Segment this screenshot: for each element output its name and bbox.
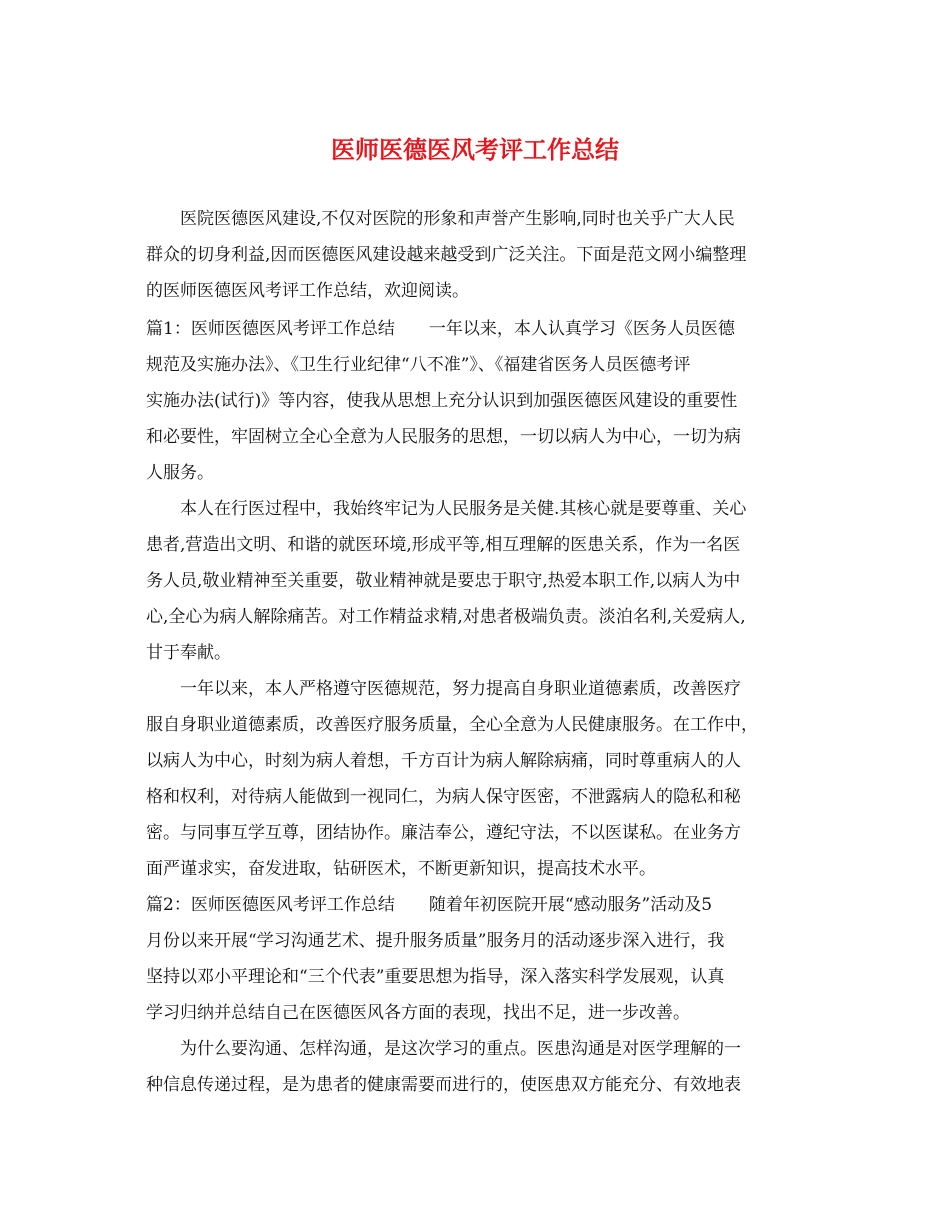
body-line: 以病人为中心，时刻为病人着想，千方百计为病人解除病痛，同时尊重病人的人 [146, 751, 741, 771]
body-line: 本人在行医过程中，我始终牢记为人民服务是关健.其核心就是要尊重、关心 [146, 499, 747, 519]
body-line: 医院医德医风建设,不仅对医院的形象和声誉产生影响,同时也关乎广大人民 [146, 209, 735, 229]
body-line: 篇2：医师医德医风考评工作总结 随着年初医院开展“感动服务”活动及5 [146, 895, 713, 915]
body-line: 患者,营造出文明、和谐的就医环境,形成平等,相互理解的医患关系，作为一名医 [146, 535, 741, 555]
body-line: 服自身职业道德素质，改善医疗服务质量，全心全意为人民健康服务。在工作中， [146, 715, 758, 735]
body-line: 务人员,敬业精神至关重要，敬业精神就是要忠于职守,热爱本职工作,以病人为中 [146, 571, 741, 591]
body-line: 坚持以邓小平理论和“三个代表”重要思想为指导，深入落实科学发展观，认真 [146, 967, 725, 987]
body-line: 为什么要沟通、怎样沟通，是这次学习的重点。医患沟通是对医学理解的一 [146, 1039, 741, 1059]
body-line: 心,全心为病人解除痛苦。对工作精益求精,对患者极端负责。淡泊名利,关爱病人, [146, 607, 746, 627]
body-line: 篇1：医师医德医风考评工作总结 一年以来，本人认真学习《医务人员医德 [146, 319, 735, 339]
body-line: 格和权利，对待病人能做到一视同仁，为病人保守医密，不泄露病人的隐私和秘 [146, 787, 741, 807]
body-line: 面严谨求实，奋发进取，钻研医术，不断更新知识，提高技术水平。 [146, 859, 656, 879]
body-line: 人服务。 [146, 463, 214, 483]
body-line: 学习归纳并总结自己在医德医风各方面的表现，找出不足，进一步改善。 [146, 1003, 690, 1023]
body-line: 的医师医德医风考评工作总结，欢迎阅读。 [146, 281, 469, 301]
document-title: 医师医德医风考评工作总结 [331, 135, 619, 164]
body-line: 月份以来开展“学习沟通艺术、提升服务质量”服务月的活动逐步深入进行，我 [146, 931, 725, 951]
body-line: 种信息传递过程，是为患者的健康需要而进行的，使医患双方能充分、有效地表 [146, 1075, 741, 1095]
body-line: 密。与同事互学互尊，团结协作。廉洁奉公，遵纪守法，不以医谋私。在业务方 [146, 823, 741, 843]
body-line: 甘于奉献。 [146, 643, 231, 663]
body-line: 规范及实施办法》、《卫生行业纪律“八不准”》、《福建省医务人员医德考评 [146, 355, 691, 375]
body-line: 一年以来，本人严格遵守医德规范，努力提高自身职业道德素质，改善医疗 [146, 679, 741, 699]
body-line: 实施办法(试行)》等内容，使我从思想上充分认识到加强医德医风建设的重要性 [146, 391, 738, 411]
body-line: 群众的切身利益,因而医德医风建设越来越受到广泛关注。下面是范文网小编整理 [146, 245, 747, 265]
body-line: 和必要性，牢固树立全心全意为人民服务的思想，一切以病人为中心，一切为病 [146, 427, 741, 447]
